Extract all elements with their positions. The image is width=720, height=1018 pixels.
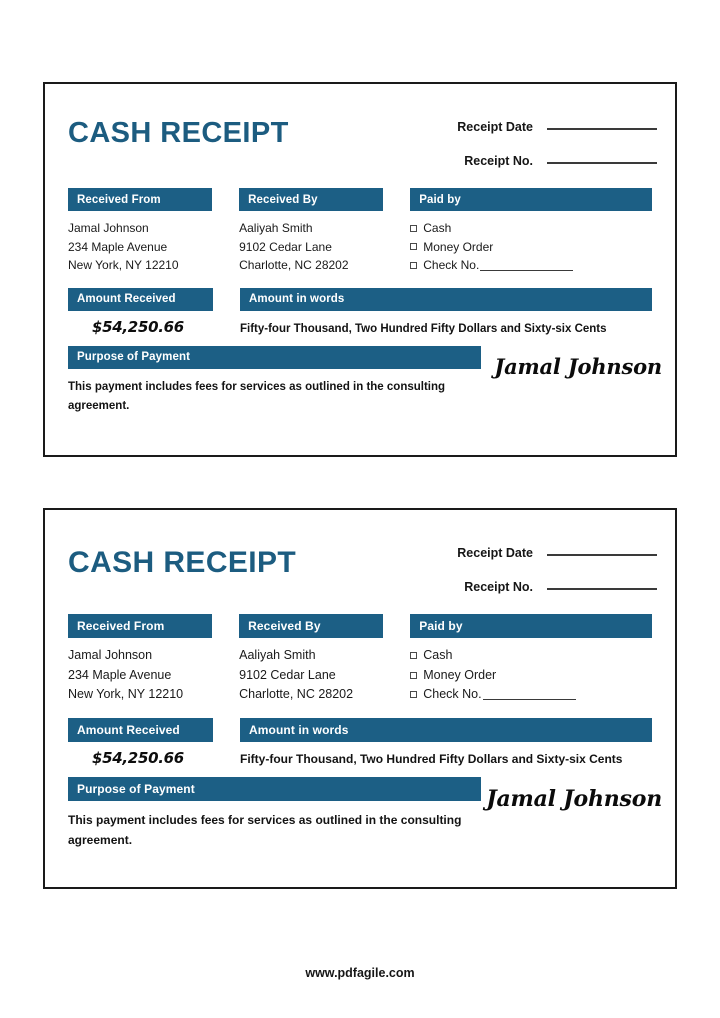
receipt-no-row	[375, 574, 657, 600]
received-from-header: Received From	[68, 614, 212, 638]
received-from-column	[68, 614, 239, 705]
paid-by-option-label: Money Order	[423, 239, 494, 254]
received-from-line: New York, NY 12210	[68, 687, 184, 701]
signature: Jamal Johnson	[494, 353, 662, 379]
received-from-line: Jamal Johnson	[68, 221, 149, 235]
received-by-column	[239, 188, 410, 275]
amount-in-words-value: Fifty-four Thousand, Two Hundred Fifty Dollars and Sixty-six Cents	[240, 751, 623, 766]
received-from-line: Jamal Johnson	[68, 648, 153, 662]
paid-by-option-money-order[interactable]	[410, 238, 652, 257]
purpose-band	[45, 346, 675, 416]
receipt-date-label: Receipt Date	[457, 546, 533, 560]
amount-band	[45, 288, 675, 336]
paid-by-option-label: Cash	[423, 648, 453, 662]
page-title: CASH RECEIPT	[68, 117, 289, 149]
purpose-of-payment-header: Purpose of Payment	[68, 777, 481, 801]
checkbox-icon[interactable]	[410, 243, 417, 250]
page-title: CASH RECEIPT	[68, 546, 297, 579]
paid-by-header: Paid by	[410, 188, 652, 211]
received-by-line: 9102 Cedar Lane	[239, 667, 336, 682]
receipt-header	[45, 510, 675, 614]
received-by-column	[239, 614, 410, 705]
receipt-date-label: Receipt Date	[457, 120, 533, 134]
cash-receipt-card	[43, 508, 677, 889]
received-from-body	[68, 638, 212, 705]
received-by-line: Aaliyah Smith	[239, 221, 313, 235]
signature: Jamal Johnson	[486, 785, 662, 812]
checkbox-icon[interactable]	[410, 262, 417, 269]
received-by-line: Aaliyah Smith	[239, 648, 316, 662]
received-by-line: Charlotte, NC 28202	[239, 258, 349, 272]
receipt-date-input[interactable]	[547, 128, 657, 130]
received-by-line: 9102 Cedar Lane	[239, 239, 332, 254]
received-from-line: 234 Maple Avenue	[68, 667, 172, 682]
paid-by-header: Paid by	[410, 614, 652, 638]
amount-received-header: Amount Received	[68, 718, 213, 742]
paid-by-option-label: Money Order	[423, 667, 497, 682]
received-by-header: Received By	[239, 614, 383, 638]
purpose-of-payment-text: This payment includes fees for services as outlined in the consulting agreement.	[68, 380, 446, 412]
received-from-header: Received From	[68, 188, 212, 211]
amount-band	[45, 718, 675, 767]
paid-by-column	[410, 188, 652, 275]
paid-by-option-cash[interactable]	[410, 219, 652, 238]
paid-by-option-label: Check No.	[423, 687, 482, 701]
received-from-line: New York, NY 12210	[68, 258, 179, 272]
receipt-no-row	[375, 148, 657, 174]
purpose-band	[45, 777, 675, 850]
receipt-header	[45, 84, 675, 188]
receipt-date-row	[375, 114, 657, 140]
amount-received-header: Amount Received	[68, 288, 213, 311]
received-by-line: Charlotte, NC 28202	[239, 687, 354, 701]
amount-in-words-header: Amount in words	[240, 288, 652, 311]
parties-band	[45, 614, 675, 705]
receipt-no-label: Receipt No.	[464, 580, 533, 594]
receipt-date-row	[375, 540, 657, 566]
parties-band	[45, 188, 675, 275]
receipt-no-label: Receipt No.	[464, 154, 533, 168]
received-from-column	[68, 188, 239, 275]
received-by-body	[239, 211, 383, 275]
receipt-meta-block	[375, 114, 657, 182]
checkbox-icon[interactable]	[410, 225, 417, 232]
receipt-no-input[interactable]	[547, 162, 657, 164]
checkbox-icon[interactable]	[410, 672, 417, 679]
paid-by-option-check[interactable]	[410, 685, 652, 705]
amount-received-value: $54,250.66	[92, 748, 184, 767]
amount-received-value: $54,250.66	[92, 317, 184, 336]
received-by-header: Received By	[239, 188, 383, 211]
check-number-input[interactable]	[480, 260, 573, 271]
purpose-of-payment-text: This payment includes fees for services as outlined in the consulting agreement.	[68, 812, 462, 847]
receipt-no-input[interactable]	[547, 588, 657, 590]
footer-url[interactable]: www.pdfagile.com	[305, 966, 415, 980]
amount-in-words-value: Fifty-four Thousand, Two Hundred Fifty Dollars and Sixty-six Cents	[240, 322, 607, 335]
checkbox-icon[interactable]	[410, 652, 417, 659]
paid-by-options	[410, 211, 652, 275]
cash-receipt-card	[43, 82, 677, 457]
paid-by-options	[410, 638, 652, 705]
paid-by-option-money-order[interactable]	[410, 666, 652, 686]
purpose-of-payment-header: Purpose of Payment	[68, 346, 481, 369]
received-from-body	[68, 211, 212, 275]
paid-by-option-check[interactable]	[410, 256, 652, 275]
checkbox-icon[interactable]	[410, 691, 417, 698]
received-from-line: 234 Maple Avenue	[68, 239, 168, 254]
check-number-input[interactable]	[483, 689, 576, 700]
paid-by-option-label: Check No.	[423, 258, 480, 272]
paid-by-option-label: Cash	[423, 221, 452, 235]
amount-in-words-header: Amount in words	[240, 718, 652, 742]
paid-by-option-cash[interactable]	[410, 646, 652, 666]
received-by-body	[239, 638, 383, 705]
receipt-date-input[interactable]	[547, 554, 657, 556]
receipt-meta-block	[375, 540, 657, 608]
paid-by-column	[410, 614, 652, 705]
